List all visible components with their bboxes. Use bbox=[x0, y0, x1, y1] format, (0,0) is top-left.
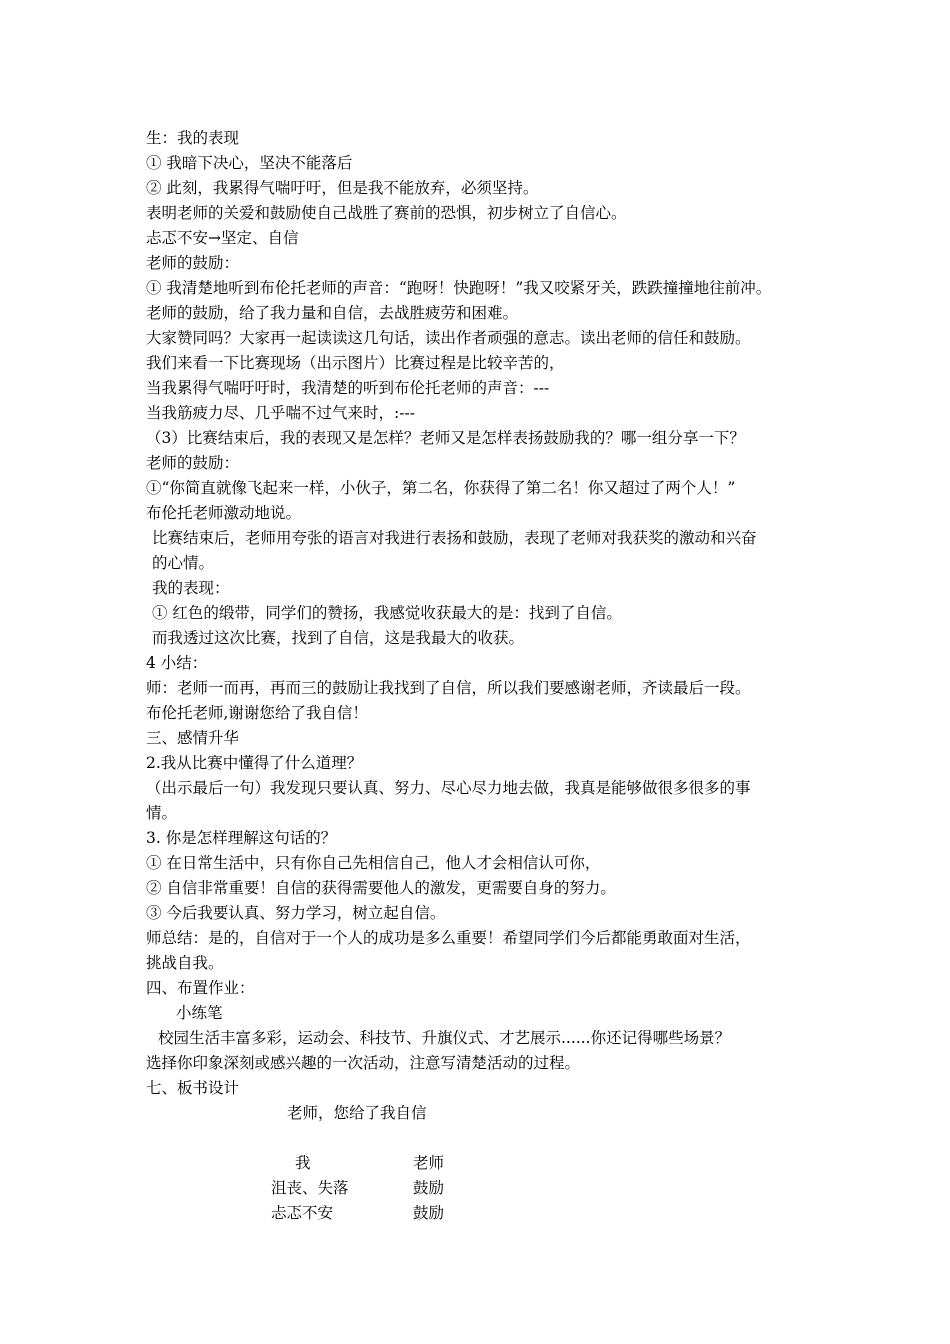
text-line: 3. 你是怎样理解这句话的？ bbox=[146, 829, 337, 847]
text-line: ① 红色的缎带，同学们的赞扬，我感觉收获最大的是：找到了自信。 bbox=[152, 604, 622, 622]
text-line: ① 我暗下决心，坚决不能落后 bbox=[146, 154, 353, 172]
text-line: 忐忑不安→坚定、自信 bbox=[146, 229, 299, 247]
text-line: 布伦托老师激动地说。 bbox=[146, 504, 302, 522]
text-line: ① 我清楚地听到布伦托老师的声音：“跑呀！快跑呀！”我又咬紧牙关，跌跌撞撞地往前冲。 bbox=[146, 279, 772, 297]
board-row-right: 鼓励 bbox=[413, 1179, 445, 1197]
text-line: 师总结：是的，自信对于一个人的成功是多么重要！希望同学们今后都能勇敢面对生活， bbox=[146, 929, 751, 947]
section-heading: 七、板书设计 bbox=[146, 1079, 240, 1097]
text-line: 情。 bbox=[146, 804, 178, 822]
text-line: 小练笔 bbox=[176, 1004, 223, 1022]
text-line: 选择你印象深刻或感兴趣的一次活动，注意写清楚活动的过程。 bbox=[146, 1054, 581, 1072]
text-line: 当我筋疲力尽、几乎喘不过气来时，:--- bbox=[146, 404, 415, 422]
text-line: 布伦托老师,谢谢您给了我自信！ bbox=[146, 704, 368, 722]
text-line: 而我透过这次比赛，找到了自信，这是我最大的收获。 bbox=[152, 629, 525, 647]
text-line: ③ 今后我要认真、努力学习，树立起自信。 bbox=[146, 904, 446, 922]
text-line: （出示最后一句）我发现只要认真、努力、尽心尽力地去做，我真是能够做很多很多的事 bbox=[146, 779, 751, 797]
text-line: ①“你简直就像飞起来一样，小伙子，第二名，你获得了第二名！你又超过了两个人！” bbox=[146, 479, 736, 497]
board-row-left: 忐忑不安 bbox=[271, 1204, 334, 1222]
text-line: 2.我从比赛中懂得了什么道理？ bbox=[146, 754, 363, 772]
text-line: 老师的鼓励，给了我力量和自信，去战胜疲劳和困难。 bbox=[146, 304, 519, 322]
text-line: 生：我的表现 bbox=[146, 129, 240, 147]
text-line: 我们来看一下比赛现场（出示图片）比赛过程是比较辛苦的， bbox=[146, 354, 565, 372]
text-line: 老师的鼓励： bbox=[146, 454, 240, 472]
text-line: ② 此刻，我累得气喘吁吁，但是我不能放弃，必须坚持。 bbox=[146, 179, 539, 197]
text-line: 大家赞同吗？大家再一起读读这几句话，读出作者顽强的意志。读出老师的信任和鼓励。 bbox=[146, 329, 751, 347]
text-line: 校园生活丰富多彩，运动会、科技节、升旗仪式、才艺展示......你还记得哪些场景？ bbox=[158, 1029, 731, 1047]
board-col-left-header: 我 bbox=[295, 1154, 311, 1172]
board-row-right: 鼓励 bbox=[413, 1204, 445, 1222]
text-line: 表明老师的关爱和鼓励使自己战胜了赛前的恐惧，初步树立了自信心。 bbox=[146, 204, 627, 222]
board-row-left: 沮丧、失落 bbox=[271, 1179, 349, 1197]
board-col-right-header: 老师 bbox=[413, 1154, 445, 1172]
text-line: ② 自信非常重要！自信的获得需要他人的激发，更需要自身的努力。 bbox=[146, 879, 616, 897]
text-line: 师：老师一而再，再而三的鼓励让我找到了自信，所以我们要感谢老师，齐读最后一段。 bbox=[146, 679, 751, 697]
text-line: 老师的鼓励： bbox=[146, 254, 240, 272]
text-line: 我的表现： bbox=[152, 579, 230, 597]
section-heading: 四、布置作业： bbox=[146, 979, 255, 997]
text-line: 的心情。 bbox=[152, 554, 215, 572]
section-heading: 三、感情升华 bbox=[146, 729, 240, 747]
text-line: ① 在日常生活中，只有你自己先相信自己，他人才会相信认可你， bbox=[146, 854, 601, 872]
text-line: 比赛结束后，老师用夸张的语言对我进行表扬和鼓励，表现了老师对我获奖的激动和兴奋 bbox=[152, 529, 757, 547]
text-line: （3）比赛结束后，我的表现又是怎样？老师又是怎样表扬鼓励我的？哪一组分享一下？ bbox=[146, 429, 745, 447]
text-line: 挑战自我。 bbox=[146, 954, 224, 972]
text-line: 当我累得气喘吁吁时，我清楚的听到布伦托老师的声音：--- bbox=[146, 379, 550, 397]
text-line: 4 小结： bbox=[146, 654, 208, 672]
board-title: 老师，您给了我自信 bbox=[287, 1104, 427, 1122]
